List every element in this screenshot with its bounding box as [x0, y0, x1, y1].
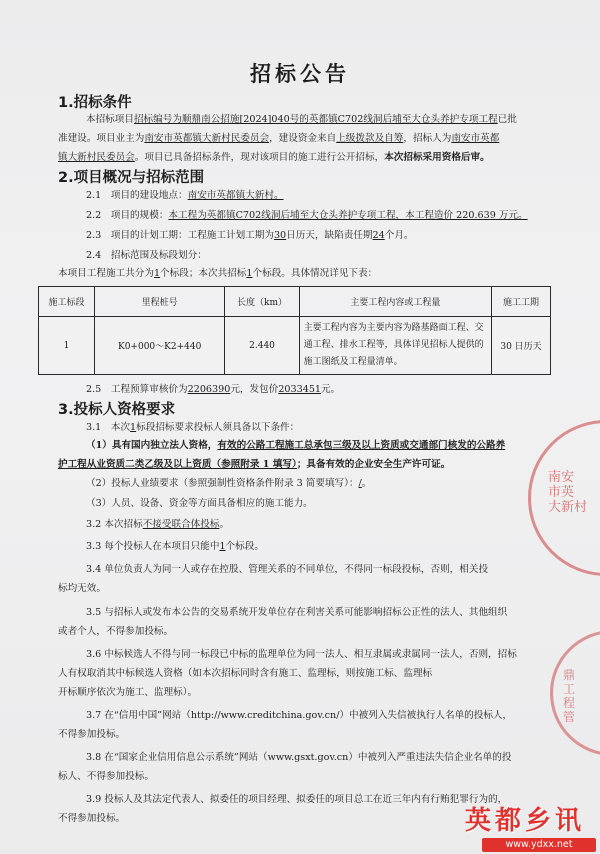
bid-section-table — [38, 286, 551, 375]
s2-line-1: 2.1 项目的建设地点：南安市英都镇大新村。 — [86, 190, 284, 201]
section-2-heading: 2.项目概况与招标范围 — [58, 170, 205, 186]
s3-line-10a: 3.6 中标候选人不得与同一标段已中标的监理单位为同一法人、相互隶属或隶属同一法人，否则，招标 — [86, 649, 517, 660]
s3-line-4: （2）投标人业绩要求（参照强制性资格条件附录 3 简要填写）：/。 — [86, 478, 372, 489]
cell-length: 2.440 — [225, 317, 299, 375]
s1-line-3: 镇大新村民委员会。项目已具备招标条件，现对该项目的施工进行公开招标，本次招标采用资格后审。 — [58, 152, 490, 163]
col-header-length: 长度（km） — [225, 287, 299, 317]
section-1-heading: 1.招标条件 — [58, 95, 132, 111]
s3-line-9b: 或者个人，不得参加投标。 — [58, 626, 174, 637]
s3-line-5: （3）人员、设备、资金等方面具备相应的施工能力。 — [86, 498, 313, 509]
cell-content: 主要工程内容为主要内容为路基路面工程、交通工程、排水工程等，具体详见招标人提供的施工图纸及工程量清单。 — [299, 317, 491, 375]
table-row — [39, 317, 551, 375]
s3-line-3: 护工程从业资质二类乙级及以上资质（参照附录 1 填写）；具备有效的企业安全生产许可证。 — [58, 459, 451, 470]
cell-stake: K0+000～K2+440 — [94, 317, 224, 375]
s3-line-12a: 3.8 在“国家企业信用信息公示系统”网站（www.gsxt.gov.cn）中被列入严重违法失信企业名单的投 — [86, 752, 512, 763]
s2-line-5: 本项目工程施工共分为1个标段；本次共招标1个标段。具体情况详见下表： — [58, 268, 378, 279]
agency-seal-text: 鼎 工程管 — [563, 668, 576, 724]
s3-line-10b: 人有权取消其中标候选人资格（如本次招标同时含有施工、监理标，则按施工标、监理标 — [58, 668, 433, 679]
col-header-stake: 里程桩号 — [94, 287, 224, 317]
cell-section: 1 — [39, 317, 95, 375]
col-header-section: 施工标段 — [39, 287, 95, 317]
s1-line-1: 本招标项目招标编号为顺鼎南公招施[2024]040号的英都镇C702线洞后埔至大仓头养护专项工程已批 — [86, 114, 517, 125]
s3-line-6: 3.2 本次招标不接受联合体投标。 — [86, 519, 230, 530]
official-seal-text: 南安 市英 大新村 — [548, 470, 588, 515]
s3-line-9a: 3.5 与招标人或发布本公告的交易系统开发单位存在利害关系可能影响招标公正性的法人、其他组织 — [86, 607, 508, 618]
col-header-period: 施工工期 — [492, 287, 551, 317]
s2-line-2: 2.2 项目的规模：本工程为英都镇C702线洞后埔至大仓头养护专项工程，本工程造价 220.639 万元。 — [86, 210, 528, 221]
s3-line-12b: 标人、不得参加投标。 — [58, 771, 154, 782]
s3-line-11b: 不得参加投标。 — [58, 729, 126, 740]
page-title: 招标公告 — [250, 62, 350, 86]
s2-line-6: 2.5 工程预算审核价为2206390元，发包价2033451元。 — [86, 384, 341, 395]
s2-line-3: 2.3 项目的计划工期：工程施工计划工期为30日历天，缺陷责任期24个月。 — [86, 230, 414, 241]
s1-line-2: 准建设。项目业主为南安市英都镇大新村民委员会，建设资金来自上级拨款及自筹，招标人为南安市英都 — [58, 133, 500, 144]
s2-line-4: 2.4 招标范围及标段划分： — [86, 250, 207, 261]
s3-line-7: 3.3 每个投标人在本项目只能中1个标段。 — [86, 541, 264, 552]
s3-line-1: 3.1 本次1标段招标要求投标人须具备以下条件： — [86, 422, 300, 433]
s3-line-8b: 标均无效。 — [58, 583, 106, 594]
s3-line-11a: 3.7 在“信用中国”网站（http://www.creditchina.gov.cn/）中被列入失信被执行人名单的投标人， — [86, 710, 513, 721]
watermark-url: www.ydxx.net — [482, 838, 596, 852]
s3-line-10c: 开标顺序依次为施工、监理标）。 — [58, 687, 198, 698]
s3-line-8a: 3.4 单位负责人为同一人或存在控股、管理关系的不同单位，不得同一标段投标，否则，相关投 — [86, 564, 489, 575]
s3-line-13a: 3.9 投标人及其法定代表人、拟委任的项目经理、拟委任的项目总工在近三年内有行贿犯罪行为的， — [86, 794, 508, 805]
watermark-logo: 英都乡讯 — [464, 806, 585, 836]
s3-line-2: （1）具有国内独立法人资格，有效的公路工程施工总承包三级及以上资质或交通部门核发的公路养 — [86, 440, 506, 451]
cell-period: 30 日历天 — [492, 317, 551, 375]
col-header-content: 主要工程内容或工程量 — [299, 287, 491, 317]
table-header-row — [39, 287, 551, 317]
s3-line-13b: 不得参加投标。 — [58, 813, 126, 824]
section-3-heading: 3.投标人资格要求 — [58, 402, 176, 418]
